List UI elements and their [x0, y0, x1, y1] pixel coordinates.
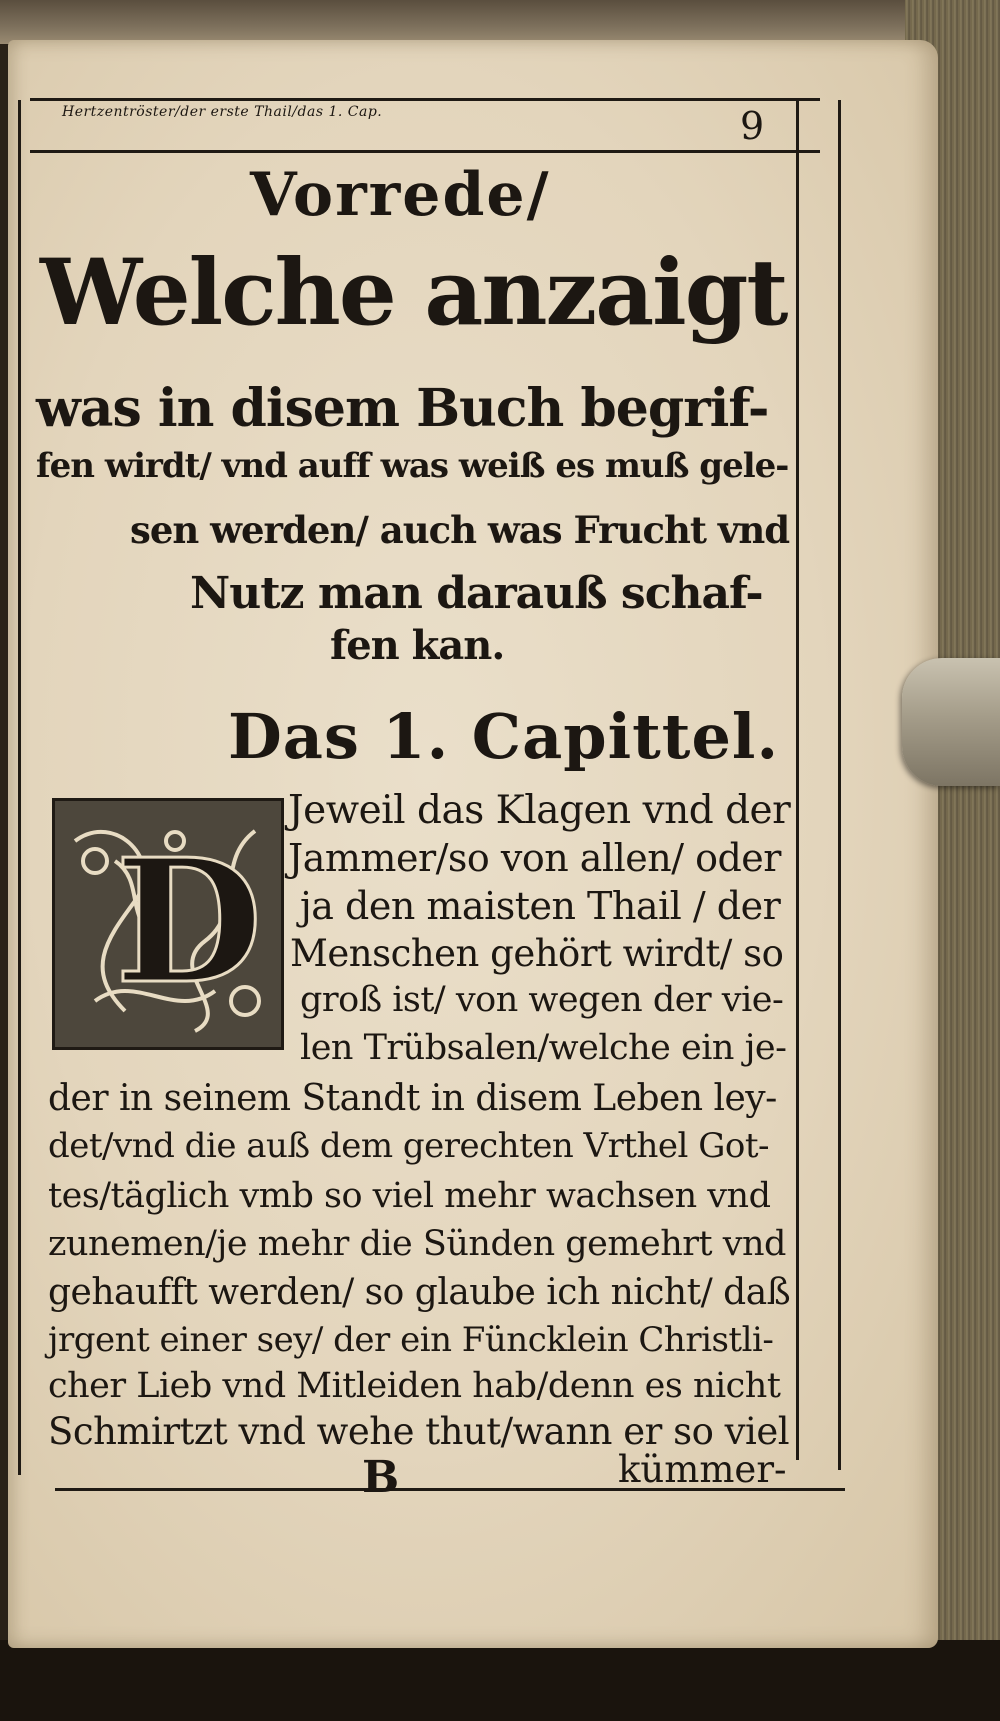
preface-title-line: fen kan.	[330, 622, 505, 669]
preface-title-line: Nutz man darauß schaf-	[190, 568, 763, 619]
background-shadow	[0, 1640, 1000, 1721]
text-line: gehaufft werden/ so glaube ich nicht/ daß	[48, 1272, 791, 1313]
text-line: der in seinem Standt in disem Leben ley-	[48, 1078, 777, 1119]
page-clip	[902, 658, 1000, 786]
text-line: Schmirtzt vnd wehe thut/wann er so viel	[48, 1410, 790, 1453]
preface-heading: Vorrede/	[250, 160, 551, 230]
text-line: Menschen gehört wirdt/ so	[290, 932, 784, 975]
text-line: Jeweil das Klagen vnd der	[288, 788, 791, 833]
text-line: groß ist/ von wegen der vie-	[300, 980, 784, 1020]
text-line: len Trübsalen/welche ein je-	[300, 1028, 787, 1068]
text-line: ja den maisten Thail / der	[300, 884, 781, 928]
text-line: zunemen/je mehr die Sünden gemehrt vnd	[48, 1224, 786, 1264]
text-line: tes/täglich vmb so viel mehr wachsen vnd	[48, 1176, 771, 1216]
preface-title-line: fen wirdt/ vnd auff was weiß es muß gele-	[36, 446, 789, 486]
book-top-edge	[0, 0, 1000, 44]
catchword: kümmer-	[618, 1448, 787, 1491]
text-line: jrgent einer sey/ der ein Füncklein Christli-	[48, 1320, 774, 1360]
head-rule-top	[30, 98, 820, 101]
preface-title-line: was in disem Buch begrif-	[36, 378, 769, 439]
frame-left	[18, 100, 21, 1475]
running-title: Hertzentröster/der erste Thail/das 1. Cap.	[62, 104, 383, 120]
preface-title-line: sen werden/ auch was Frucht vnd	[130, 508, 790, 552]
chapter-heading: Das 1. Capittel.	[228, 700, 780, 773]
text-line: det/vnd die auß dem gerechten Vrthel Got-	[48, 1126, 770, 1166]
text-line: Jammer/so von allen/ oder	[288, 836, 781, 880]
text-line: cher Lieb vnd Mitleiden hab/denn es nicht	[48, 1366, 781, 1406]
page-number: 9	[740, 104, 765, 148]
initial-letter: D	[115, 822, 263, 1022]
frame-inner-right	[796, 100, 799, 1460]
decorated-initial	[52, 798, 284, 1050]
head-rule-bottom	[30, 150, 820, 153]
signature-mark: B	[362, 1452, 400, 1503]
preface-title-large: Welche anzaigt	[40, 240, 787, 346]
frame-outer-right	[838, 100, 841, 1470]
